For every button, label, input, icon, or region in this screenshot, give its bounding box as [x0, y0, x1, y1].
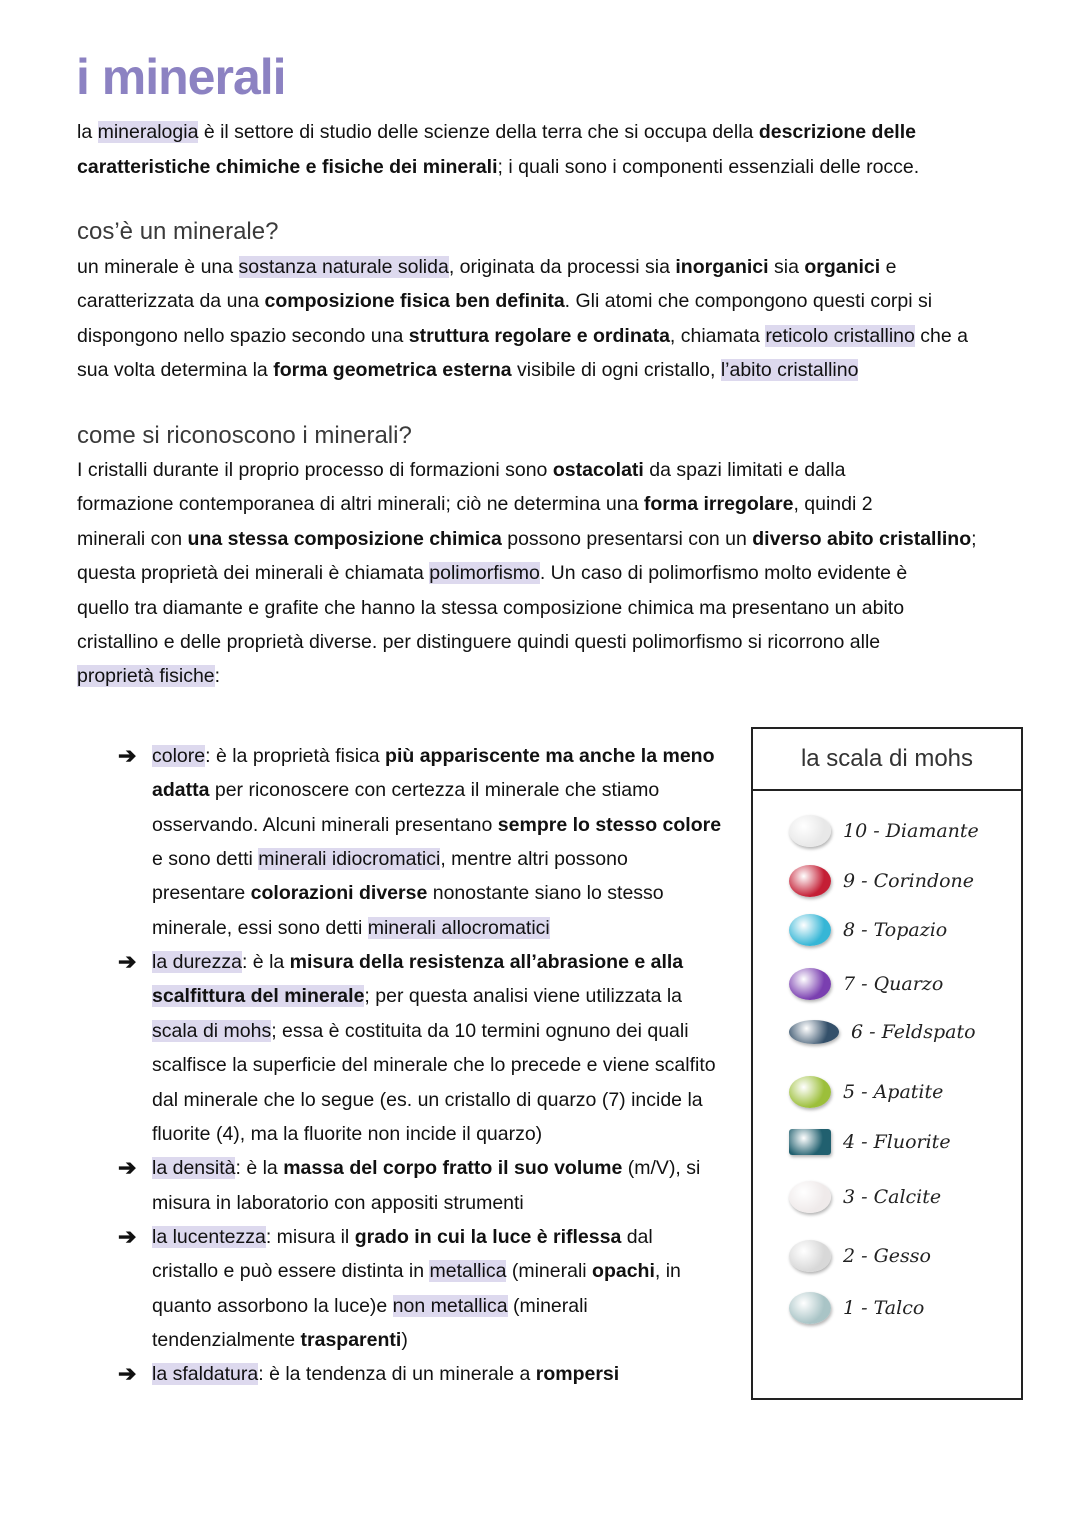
highlighted-term: la lucentezza [152, 1225, 266, 1248]
text-line [152, 1016, 689, 1046]
section-heading-what-is-mineral: cos’è un minerale? [77, 218, 279, 245]
text-segment: : misura il [265, 1225, 355, 1248]
mineral-gem-icon [789, 968, 831, 1000]
highlighted-term: metallica [429, 1260, 507, 1283]
mineral-gem-icon [789, 1292, 831, 1324]
text-segment: e [880, 256, 897, 278]
text-segment: (m/V), si [622, 1157, 701, 1180]
bold-text: massa del corpo fratto il suo volume [283, 1157, 623, 1180]
text-segment: che a [914, 324, 968, 347]
bold-text: ostacolati [552, 459, 644, 481]
mohs-label: 3 - Calcite [843, 1186, 942, 1208]
text-line [77, 524, 977, 554]
highlighted-term: l’abito cristallino [720, 359, 859, 382]
highlighted-term: mineralogia [97, 121, 199, 143]
mineral-gem-icon [789, 914, 831, 946]
highlighted-term: non metallica [392, 1294, 508, 1317]
text-segment: , quindi 2 [793, 493, 873, 516]
text-segment: . Gli atomi che compongono questi corpi si [564, 290, 933, 313]
text-line [152, 775, 659, 805]
mohs-item [789, 1076, 943, 1108]
text-line [152, 1119, 542, 1149]
text-segment: . Un caso di polimorfismo molto evidente è [539, 562, 908, 585]
highlighted-term: colore [152, 745, 206, 767]
text-line [152, 913, 550, 943]
text-segment: caratterizzata da una [77, 290, 265, 313]
mineral-gem-icon [789, 1181, 831, 1213]
text-segment: presentare [152, 882, 251, 905]
text-line [77, 627, 880, 657]
arrow-bullet-icon: ➔ [118, 1223, 137, 1249]
mohs-label: 10 - Diamante [843, 820, 979, 842]
mineral-gem-icon [789, 1240, 831, 1272]
mineral-gem-icon [789, 1020, 839, 1044]
bold-text: composizione fisica ben definita [264, 290, 565, 313]
text-segment: possono presentarsi con un [501, 527, 753, 550]
highlighted-term: scalfittura del minerale [152, 985, 365, 1008]
mohs-item [789, 1292, 924, 1324]
mohs-item [789, 815, 979, 847]
text-segment: formazione contemporanea di altri minerali; ciò ne determina una [77, 493, 644, 516]
mineral-gem-icon [789, 865, 831, 897]
mohs-label: 5 - Apatite [843, 1081, 944, 1103]
text-segment: un minerale è una [77, 256, 239, 278]
text-segment: cristallo e può essere distinta in [152, 1260, 430, 1283]
bold-text: struttura regolare e ordinata [408, 324, 670, 347]
arrow-bullet-icon: ➔ [118, 949, 137, 975]
arrow-bullet-icon: ➔ [118, 743, 137, 768]
highlighted-term: proprietà fisiche [77, 665, 215, 688]
mohs-item [789, 1129, 951, 1155]
text-line [152, 1291, 588, 1321]
text-line [77, 117, 916, 147]
text-segment: : è la proprietà fisica [205, 745, 386, 767]
mohs-item [789, 1020, 976, 1044]
text-segment: cristallino e delle proprietà diverse. per distinguere quindi questi polimorfismo si ricorrono alle [77, 631, 881, 653]
text-segment: è il settore di studio delle scienze della terra che si occupa della [198, 121, 759, 143]
text-segment: sua volta determina la [77, 359, 274, 382]
text-line [152, 844, 628, 874]
highlighted-term: sostanza naturale solida [238, 256, 449, 278]
text-segment: dal minerale che lo segue (es. un cristallo di quarzo (7) incide la [152, 1088, 703, 1111]
text-segment: questa proprietà dei minerali è chiamata [77, 562, 430, 585]
text-segment: la [77, 121, 98, 143]
text-segment: ; i quali sono i componenti essenziali delle rocce. [497, 155, 920, 178]
text-segment: quello tra diamante e grafite che hanno la stessa composizione chimica ma presentano un abito [77, 596, 905, 619]
text-segment: ; [971, 527, 977, 550]
bold-text: più appariscente ma anche la meno [385, 745, 715, 767]
text-line [152, 1222, 653, 1252]
text-line [152, 878, 664, 908]
text-segment: I cristalli durante il proprio processo di formazioni sono [77, 459, 553, 481]
mohs-label: 6 - Feldspato [851, 1021, 976, 1043]
text-segment: quanto assorbono la luce)e [152, 1294, 393, 1317]
text-line [152, 1050, 716, 1080]
text-line [77, 558, 907, 588]
text-line [77, 252, 896, 282]
bold-text: adatta [152, 779, 210, 802]
arrow-bullet-icon: ➔ [118, 1361, 137, 1387]
highlighted-term: polimorfismo [429, 562, 540, 585]
text-line [152, 1153, 700, 1183]
text-line [152, 981, 682, 1011]
mohs-label: 1 - Talco [843, 1297, 925, 1319]
mohs-label: 7 - Quarzo [843, 973, 944, 995]
text-line [77, 489, 873, 519]
bold-text: trasparenti [300, 1328, 402, 1351]
text-segment: (minerali [507, 1294, 588, 1317]
text-line [152, 1085, 703, 1115]
bold-text: colorazioni diverse [250, 882, 428, 905]
text-line [77, 286, 932, 316]
text-line [77, 455, 845, 485]
bold-text: diverso abito cristallino [752, 527, 972, 550]
text-segment: da spazi limitati e dalla [643, 459, 846, 481]
mohs-item [789, 1240, 931, 1272]
text-line [152, 1359, 619, 1389]
text-line [152, 1256, 681, 1286]
mohs-item [789, 968, 943, 1000]
text-line [152, 810, 721, 840]
highlighted-term: reticolo cristallino [765, 324, 915, 347]
text-segment: per riconoscere con certezza il minerale che stiamo [209, 779, 660, 802]
bold-text: inorganici [675, 256, 769, 278]
mohs-item [789, 914, 947, 946]
text-line [77, 593, 904, 623]
mohs-label: 8 - Topazio [843, 919, 948, 941]
text-segment: : [214, 665, 221, 688]
bold-text: descrizione delle [758, 121, 916, 143]
text-segment: misura in laboratorio con appositi strumenti [152, 1191, 524, 1214]
text-line [77, 321, 968, 351]
bold-text: una stessa composizione chimica [187, 527, 502, 550]
bold-text: opachi [592, 1260, 655, 1283]
mohs-scale-title: la scala di mohs [753, 729, 1021, 791]
text-segment: dispongono nello spazio secondo una [77, 324, 409, 347]
text-line [77, 355, 858, 385]
text-segment: , originata da processi sia [448, 256, 676, 278]
highlighted-term: la durezza [152, 951, 242, 974]
bold-text: misura della resistenza all’abrasione e alla [289, 951, 684, 974]
text-segment: nonostante siano lo stesso [427, 882, 664, 905]
text-segment: ; essa è costituita da 10 termini ognuno dei quali [271, 1019, 689, 1042]
highlighted-term: minerali idiocromatici [258, 848, 441, 871]
text-segment: ; per questa analisi viene utilizzata la [364, 985, 683, 1008]
text-line [152, 1325, 408, 1355]
highlighted-term: la densità [152, 1157, 236, 1180]
text-line [77, 661, 220, 691]
text-line [152, 741, 715, 771]
text-segment: , in [654, 1260, 681, 1283]
text-line [152, 947, 683, 977]
text-line [152, 1188, 524, 1218]
text-segment: : è la tendenza di un minerale a [258, 1363, 536, 1386]
text-segment: ) [401, 1328, 408, 1351]
bold-text: sempre lo stesso colore [497, 813, 722, 836]
text-segment: : è la [241, 951, 290, 974]
mohs-item [789, 1181, 941, 1213]
mohs-label: 9 - Corindone [843, 870, 975, 892]
highlighted-term: minerali allocromatici [367, 916, 550, 939]
text-segment: minerali con [77, 527, 188, 550]
highlighted-term: scala di mohs [152, 1019, 272, 1042]
text-segment: tendenzialmente [152, 1328, 301, 1351]
text-segment: sia [768, 256, 805, 278]
text-segment: scalfisce la superficie del minerale che lo precede e viene scalfito [152, 1054, 716, 1077]
text-segment: minerale, essi sono detti [152, 916, 368, 939]
text-segment: fluorite (4), ma la fluorite non incide il quarzo) [152, 1122, 543, 1145]
bold-text: forma geometrica esterna [273, 359, 512, 382]
page-title: i minerali [76, 49, 286, 105]
bold-text: caratteristiche chimiche e fisiche dei minerali [77, 155, 498, 178]
section-heading-recognize-minerals: come si riconoscono i minerali? [77, 422, 412, 449]
mineral-gem-icon [789, 1076, 831, 1108]
mohs-label: 2 - Gesso [843, 1245, 931, 1267]
bold-text: grado in cui la luce è riflessa [354, 1225, 622, 1248]
mohs-item [789, 865, 974, 897]
text-segment: dal [621, 1225, 653, 1248]
text-segment: visibile di ogni cristallo, [511, 359, 721, 382]
text-segment: osservando. Alcuni minerali presentano [152, 813, 498, 836]
bold-text: forma irregolare [643, 493, 794, 516]
text-line [77, 152, 919, 182]
text-segment: , chiamata [669, 324, 766, 347]
text-segment: (minerali [506, 1260, 593, 1283]
arrow-bullet-icon: ➔ [118, 1155, 137, 1181]
mohs-label: 4 - Fluorite [843, 1131, 951, 1153]
mineral-gem-icon [789, 815, 831, 847]
text-segment: : è la [235, 1157, 284, 1180]
bold-text: rompersi [535, 1363, 620, 1386]
text-segment: , mentre altri possono [440, 848, 628, 871]
mohs-scale-box [751, 727, 1023, 1400]
mineral-gem-icon [789, 1129, 831, 1155]
highlighted-term: la sfaldatura [152, 1363, 259, 1386]
text-segment: e sono detti [152, 848, 259, 871]
bold-text: organici [804, 256, 881, 278]
